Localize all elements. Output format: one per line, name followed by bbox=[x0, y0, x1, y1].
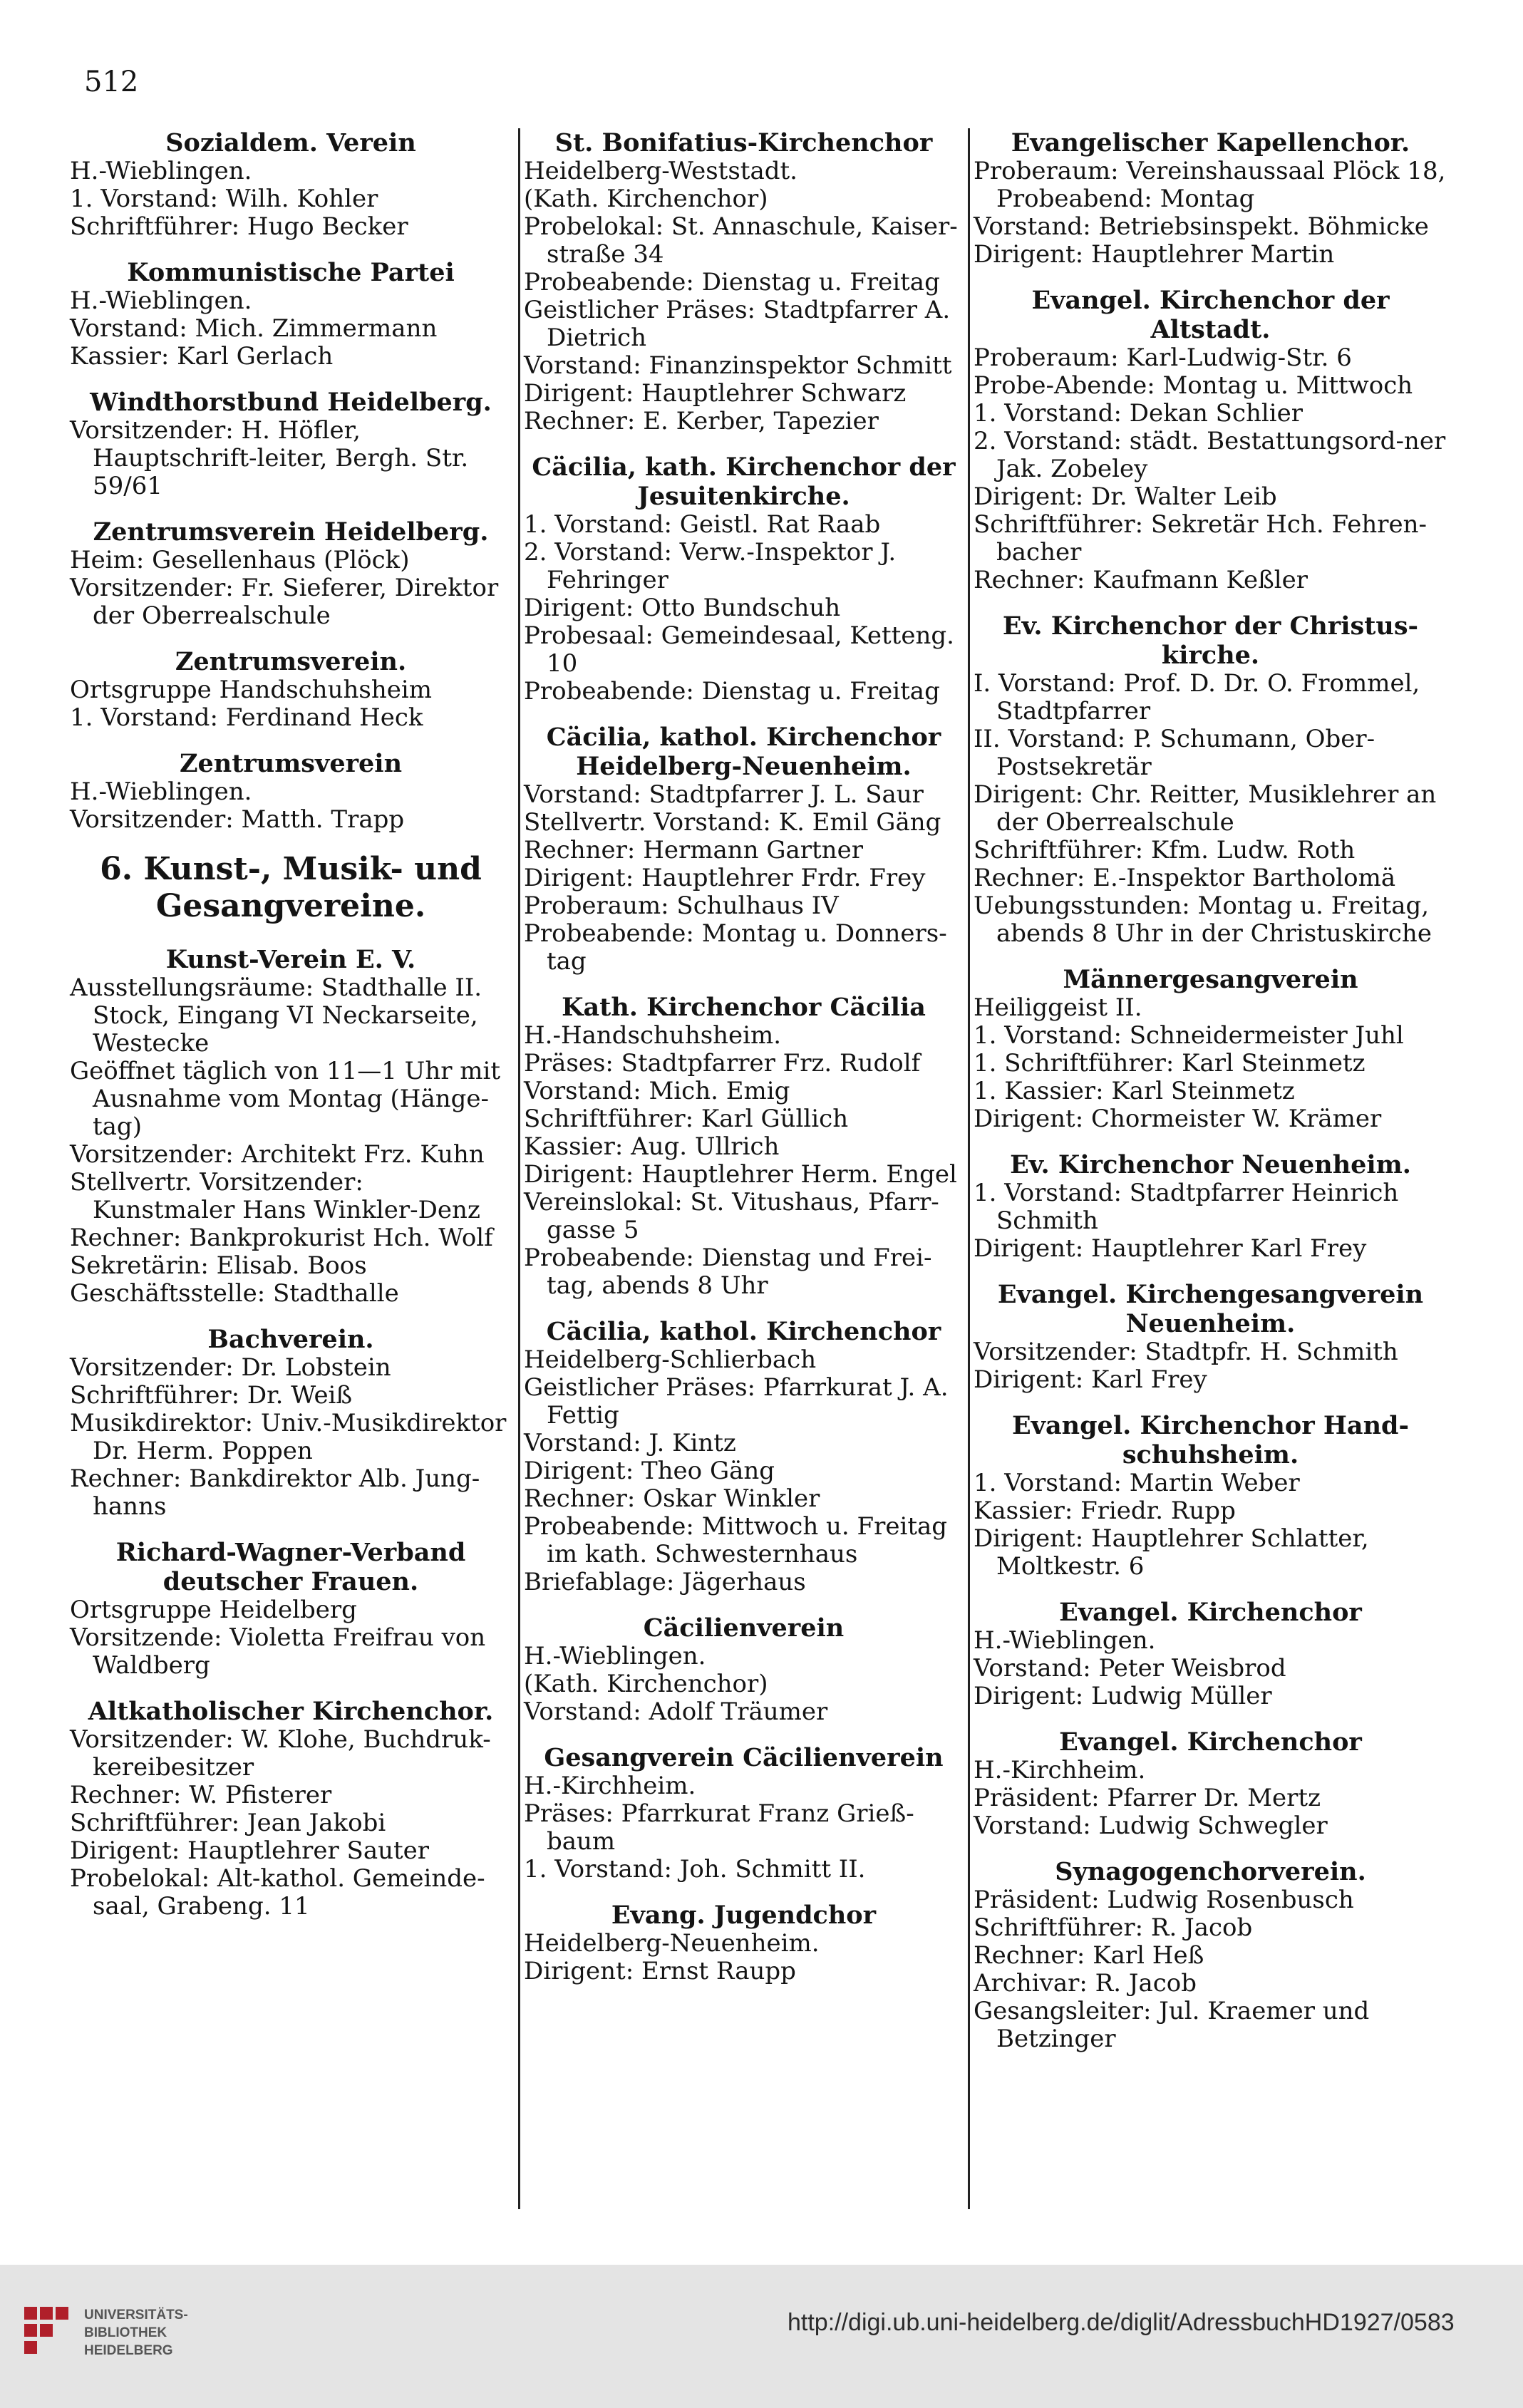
entry-line: Dirigent: Dr. Walter Leib bbox=[974, 482, 1277, 511]
entry-line: H.-Wieblingen. bbox=[70, 286, 252, 315]
entry-line: Dirigent: Hauptlehrer Sauter bbox=[70, 1836, 430, 1865]
entry-line: (Kath. Kirchenchor) bbox=[524, 185, 768, 213]
entry-line: Dirigent: Hauptlehrer Karl Frey bbox=[974, 1234, 1367, 1263]
entry-line: 2. Vorstand: städt. Bestattungsord-ner Jak. Zobeley bbox=[974, 427, 1446, 483]
entry-line: Schriftführer: Hugo Becker bbox=[70, 212, 408, 241]
entry-line: Kassier: Karl Gerlach bbox=[70, 342, 334, 371]
entry-line: H.-Wieblingen. bbox=[70, 157, 252, 185]
entry-line: Dirigent: Hauptlehrer Schlatter, Moltkestr. 6 bbox=[974, 1524, 1369, 1581]
col1-entries bbox=[70, 128, 512, 834]
entry-line: Vorstand: Mich. Emig bbox=[524, 1077, 790, 1105]
directory-entry bbox=[524, 453, 964, 706]
entry-line: Dirigent: Hauptlehrer Martin bbox=[974, 240, 1335, 269]
entry-line: Rechner: Karl Heß bbox=[974, 1941, 1204, 1970]
entry-line: Stellvertr. Vorsitzender: Kunstmaler Hans Winkler-Denz bbox=[70, 1168, 480, 1224]
entry-line: Heidelberg-Neuenheim. bbox=[524, 1929, 820, 1958]
directory-entry bbox=[70, 749, 512, 834]
entry-line: Rechner: Kaufmann Keßler bbox=[974, 566, 1308, 594]
entry-line: Probeabende: Dienstag u. Freitag bbox=[524, 268, 940, 296]
entry-line: Geistlicher Präses: Stadtpfarrer A. Dietrich bbox=[524, 296, 951, 352]
directory-entry bbox=[974, 286, 1447, 594]
entry-line: Vorstand: Peter Weisbrod bbox=[974, 1654, 1286, 1683]
entry-title: Altkatholischer Kirchenchor. bbox=[88, 1697, 494, 1726]
entry-title: Evangel. Kirchenchor bbox=[1059, 1727, 1362, 1757]
logo-line: BIBLIOTHEK bbox=[84, 2325, 167, 2340]
entry-line: Sekretärin: Elisab. Boos bbox=[70, 1251, 367, 1280]
directory-entry bbox=[524, 1901, 964, 1985]
entry-line: Ausstellungsräume: Stadthalle II. Stock, Eingang VI Neckarseite, Westecke bbox=[70, 973, 482, 1058]
entry-line: H.-Wieblingen. bbox=[974, 1626, 1156, 1655]
entry-line: 1. Vorstand: Ferdinand Heck bbox=[70, 703, 423, 732]
entry-title: Cäcilia, kath. Kirchenchor der Jesuitenkirche. bbox=[532, 453, 956, 511]
entry-line: 2. Vorstand: Verw.-Inspektor J. Fehringer bbox=[524, 538, 897, 594]
source-url-link[interactable]: http://digi.ub.uni-heidelberg.de/diglit/AdressbuchHD1927/0583 bbox=[788, 2309, 1455, 2336]
entry-line: Schriftführer: Dr. Weiß bbox=[70, 1381, 353, 1410]
entry-line: Vorstand: Finanzinspektor Schmitt bbox=[524, 351, 952, 380]
entry-line: Dirigent: Otto Bundschuh bbox=[524, 594, 841, 622]
entry-line: Dirigent: Chr. Reitter, Musiklehrer an der Oberrealschule bbox=[974, 780, 1437, 837]
column-rule-2 bbox=[968, 128, 970, 2209]
entry-line: 1. Vorstand: Wilh. Kohler bbox=[70, 185, 378, 213]
directory-entry bbox=[974, 128, 1447, 269]
entry-line: 1. Vorstand: Dekan Schlier bbox=[974, 399, 1303, 428]
directory-entry bbox=[70, 258, 512, 371]
entry-title: Gesangverein Cäcilienverein bbox=[544, 1743, 944, 1772]
entry-line: Schriftführer: Jean Jakobi bbox=[70, 1809, 386, 1837]
directory-entry bbox=[524, 1613, 964, 1726]
entry-line: Vorstand: Adolf Träumer bbox=[524, 1698, 828, 1726]
entry-line: Vorstand: J. Kintz bbox=[524, 1429, 736, 1457]
entry-line: Heidelberg-Weststadt. bbox=[524, 157, 797, 185]
entry-line: 1. Vorstand: Geistl. Rat Raab bbox=[524, 510, 881, 539]
entry-line: 1. Kassier: Karl Steinmetz bbox=[974, 1077, 1295, 1105]
directory-entry bbox=[974, 1857, 1447, 2053]
directory-entry bbox=[70, 128, 512, 241]
directory-entry bbox=[974, 1411, 1447, 1581]
entry-line: Briefablage: Jägerhaus bbox=[524, 1568, 806, 1596]
entry-line: Dirigent: Hauptlehrer Schwarz bbox=[524, 379, 907, 408]
directory-entry bbox=[974, 1280, 1447, 1394]
entry-line: Vorsitzender: W. Klohe, Buchdruk-kereibesitzer bbox=[70, 1725, 491, 1782]
page-number: 512 bbox=[84, 66, 139, 98]
directory-entry bbox=[70, 1697, 512, 1921]
directory-entry bbox=[524, 723, 964, 976]
entry-line: Probeabende: Dienstag u. Freitag bbox=[524, 677, 940, 706]
column-2 bbox=[524, 128, 964, 2003]
directory-entry bbox=[974, 965, 1447, 1133]
entry-title: Kath. Kirchenchor Cäcilia bbox=[562, 993, 926, 1022]
entry-line: Probe-Abende: Montag u. Mittwoch bbox=[974, 371, 1413, 400]
directory-entry bbox=[70, 1325, 512, 1521]
entry-line: Geistlicher Präses: Pfarrkurat J. A. Fettig bbox=[524, 1373, 949, 1430]
entry-title: Cäcilia, kathol. Kirchenchor Heidelberg-Neuenheim. bbox=[546, 723, 941, 781]
entry-title: Zentrumsverein. bbox=[175, 647, 407, 676]
entry-line: Musikdirektor: Univ.-Musikdirektor Dr. Herm. Poppen bbox=[70, 1409, 507, 1465]
entry-line: Ortsgruppe Handschuhsheim bbox=[70, 676, 432, 704]
entry-title: Ev. Kirchenchor Neuenheim. bbox=[1010, 1150, 1411, 1179]
entry-line: Vorsitzender: Fr. Sieferer, Direktor der Oberrealschule bbox=[70, 574, 499, 630]
entry-title: Richard-Wagner-Verband deutscher Frauen. bbox=[115, 1538, 466, 1596]
entry-line: Schriftführer: Sekretär Hch. Fehren-bacher bbox=[974, 510, 1427, 567]
entry-line: Heidelberg-Schlierbach bbox=[524, 1345, 817, 1374]
entry-title: Evang. Jugendchor bbox=[611, 1901, 877, 1930]
entry-line: Rechner: Bankdirektor Alb. Jung-hanns bbox=[70, 1464, 480, 1521]
entry-line: Dirigent: Ludwig Müller bbox=[974, 1682, 1272, 1710]
col3-entries bbox=[974, 128, 1447, 2053]
entry-line: Vorsitzender: Matth. Trapp bbox=[70, 805, 405, 834]
entry-line: Gesangsleiter: Jul. Kraemer und Betzinger bbox=[974, 1997, 1370, 2053]
entry-line: Rechner: Hermann Gartner bbox=[524, 836, 863, 864]
entry-title: Kunst-Verein E. V. bbox=[165, 945, 416, 974]
entry-title: Evangel. Kirchenchor bbox=[1059, 1598, 1362, 1627]
entry-title: Zentrumsverein bbox=[179, 749, 403, 778]
entry-line: Rechner: W. Pfisterer bbox=[70, 1781, 332, 1809]
column-rule-1 bbox=[518, 128, 520, 2209]
entry-line: Vereinslokal: St. Vitushaus, Pfarr-gasse 5 bbox=[524, 1188, 939, 1244]
directory-entry bbox=[974, 1150, 1447, 1263]
entry-title: Evangelischer Kapellenchor. bbox=[1011, 128, 1410, 157]
entry-line: 1. Vorstand: Martin Weber bbox=[974, 1469, 1300, 1497]
directory-entry bbox=[70, 945, 512, 1308]
directory-entry bbox=[974, 611, 1447, 948]
entry-line: Rechner: E.-Inspektor Bartholomä bbox=[974, 864, 1396, 892]
entry-title: Männergesangverein bbox=[1063, 965, 1358, 994]
directory-entry bbox=[524, 993, 964, 1300]
entry-line: Rechner: E. Kerber, Tapezier bbox=[524, 407, 879, 435]
entry-line: Vorsitzender: Dr. Lobstein bbox=[70, 1353, 391, 1382]
entry-line: 1. Schriftführer: Karl Steinmetz bbox=[974, 1049, 1365, 1078]
entry-title: Bachverein. bbox=[207, 1325, 374, 1354]
entry-line: Dirigent: Theo Gäng bbox=[524, 1457, 775, 1485]
entry-line: H.-Kirchheim. bbox=[974, 1756, 1146, 1784]
footer-bar bbox=[0, 2265, 1523, 2408]
entry-line: Proberaum: Schulhaus IV bbox=[524, 892, 839, 920]
entry-title: Cäcilienverein bbox=[643, 1613, 845, 1643]
entry-line: Kassier: Friedr. Rupp bbox=[974, 1497, 1236, 1525]
entry-line: Vorsitzender: H. Höfler, Hauptschrift-leiter, Bergh. Str. 59/61 bbox=[70, 416, 469, 500]
entry-line: Probeabende: Dienstag und Frei-tag, abends 8 Uhr bbox=[524, 1244, 932, 1300]
entry-line: 1. Vorstand: Joh. Schmitt II. bbox=[524, 1855, 866, 1883]
entry-title: Synagogenchorverein. bbox=[1055, 1857, 1366, 1886]
entry-title: Ev. Kirchenchor der Christus-kirche. bbox=[1002, 611, 1419, 670]
entry-line: Rechner: Oskar Winkler bbox=[524, 1484, 820, 1513]
entry-line: Vorsitzende: Violetta Freifrau von Waldberg bbox=[70, 1623, 486, 1680]
entry-line: Präses: Stadtpfarrer Frz. Rudolf bbox=[524, 1049, 921, 1078]
entry-line: Präsident: Ludwig Rosenbusch bbox=[974, 1886, 1354, 1914]
directory-entry bbox=[70, 388, 512, 500]
entry-line: Probelokal: Alt-kathol. Gemeinde-saal, Grabeng. 11 bbox=[70, 1864, 485, 1921]
entry-line: Dirigent: Chormeister W. Krämer bbox=[974, 1105, 1382, 1133]
entry-line: Vorstand: Ludwig Schwegler bbox=[974, 1812, 1328, 1840]
directory-entry bbox=[524, 1743, 964, 1883]
entry-line: (Kath. Kirchenchor) bbox=[524, 1670, 768, 1698]
entry-title: St. Bonifatius-Kirchenchor bbox=[554, 128, 933, 157]
entry-line: Proberaum: Vereinshaussaal Plöck 18, Probeabend: Montag bbox=[974, 157, 1446, 213]
entry-line: H.-Handschuhsheim. bbox=[524, 1021, 782, 1050]
entry-title: Cäcilia, kathol. Kirchenchor bbox=[546, 1317, 941, 1346]
entry-line: Dirigent: Karl Frey bbox=[974, 1365, 1207, 1394]
column-1 bbox=[70, 128, 512, 1938]
library-logo-text bbox=[84, 2306, 188, 2360]
entry-title: Kommunistische Partei bbox=[127, 258, 455, 287]
directory-entry bbox=[524, 128, 964, 435]
directory-entry bbox=[524, 1317, 964, 1596]
entry-line: Probelokal: St. Annaschule, Kaiser-straße 34 bbox=[524, 212, 958, 269]
entry-line: Archivar: R. Jacob bbox=[974, 1969, 1197, 1998]
directory-entry bbox=[974, 1598, 1447, 1710]
entry-line: Probeabende: Montag u. Donners-tag bbox=[524, 919, 947, 976]
entry-line: 1. Vorstand: Stadtpfarrer Heinrich Schmith bbox=[974, 1179, 1399, 1235]
entry-title: Evangel. Kirchenchor der Altstadt. bbox=[1031, 286, 1390, 344]
entry-line: Vorsitzender: Architekt Frz. Kuhn bbox=[70, 1140, 485, 1169]
col1b-entries bbox=[70, 945, 512, 1921]
logo-line: UNIVERSITÄTS- bbox=[84, 2308, 188, 2322]
column-3 bbox=[974, 128, 1447, 2070]
entry-line: II. Vorstand: P. Schumann, Ober-Postsekretär bbox=[974, 725, 1375, 781]
entry-line: Schriftführer: R. Jacob bbox=[974, 1913, 1253, 1942]
entry-line: Vorsitzender: Stadtpfr. H. Schmith bbox=[974, 1338, 1398, 1366]
entry-line: Präses: Pfarrkurat Franz Grieß-baum bbox=[524, 1799, 914, 1856]
entry-line: Heim: Gesellenhaus (Plöck) bbox=[70, 546, 410, 574]
entry-line: Probesaal: Gemeindesaal, Ketteng. 10 bbox=[524, 621, 954, 678]
entry-line: Proberaum: Karl-Ludwig-Str. 6 bbox=[974, 343, 1352, 372]
entry-title: Zentrumsverein Heidelberg. bbox=[93, 517, 489, 547]
directory-entry bbox=[70, 517, 512, 630]
entry-line: H.-Wieblingen. bbox=[524, 1642, 706, 1670]
entry-line: Schriftführer: Kfm. Ludw. Roth bbox=[974, 836, 1356, 864]
entry-line: Dirigent: Hauptlehrer Frdr. Frey bbox=[524, 864, 926, 892]
entry-title: Sozialdem. Verein bbox=[165, 128, 416, 157]
entry-line: H.-Wieblingen. bbox=[70, 777, 252, 806]
entry-line: Schriftführer: Karl Güllich bbox=[524, 1105, 849, 1133]
section-heading: 6. Kunst-, Musik- und Gesangvereine. bbox=[100, 851, 482, 924]
entry-line: Heiliggeist II. bbox=[974, 993, 1142, 1022]
entry-line: Geschäftsstelle: Stadthalle bbox=[70, 1279, 399, 1308]
entry-line: Kassier: Aug. Ullrich bbox=[524, 1132, 780, 1161]
entry-line: H.-Kirchheim. bbox=[524, 1772, 696, 1800]
library-logo-icon bbox=[21, 2304, 71, 2357]
entry-title: Windthorstbund Heidelberg. bbox=[90, 388, 492, 417]
entry-line: Stellvertr. Vorstand: K. Emil Gäng bbox=[524, 808, 941, 837]
entry-line: Vorstand: Mich. Zimmermann bbox=[70, 314, 438, 343]
entry-line: I. Vorstand: Prof. D. Dr. O. Frommel, Stadtpfarrer bbox=[974, 669, 1420, 725]
entry-line: Rechner: Bankprokurist Hch. Wolf bbox=[70, 1224, 493, 1252]
directory-entry bbox=[974, 1727, 1447, 1840]
entry-title: Evangel. Kirchenchor Hand-schuhsheim. bbox=[1011, 1411, 1410, 1469]
entry-line: Dirigent: Hauptlehrer Herm. Engel bbox=[524, 1160, 957, 1189]
directory-entry bbox=[70, 1538, 512, 1680]
col2-entries bbox=[524, 128, 964, 1985]
entry-line: Vorstand: Betriebsinspekt. Böhmicke bbox=[974, 212, 1429, 241]
entry-line: Präsident: Pfarrer Dr. Mertz bbox=[974, 1784, 1321, 1812]
entry-line: Probeabende: Mittwoch u. Freitag im kath. Schwesternhaus bbox=[524, 1512, 948, 1569]
entry-line: Dirigent: Ernst Raupp bbox=[524, 1957, 796, 1985]
entry-line: 1. Vorstand: Schneidermeister Juhl bbox=[974, 1021, 1404, 1050]
entry-line: Vorstand: Stadtpfarrer J. L. Saur bbox=[524, 780, 924, 809]
entry-title: Evangel. Kirchengesangverein Neuenheim. bbox=[997, 1280, 1424, 1338]
entry-line: Uebungsstunden: Montag u. Freitag, abends 8 Uhr in der Christuskirche bbox=[974, 892, 1432, 948]
entry-line: Ortsgruppe Heidelberg bbox=[70, 1596, 357, 1624]
directory-entry bbox=[70, 647, 512, 732]
logo-line: HEIDELBERG bbox=[84, 2343, 173, 2358]
entry-line: Geöffnet täglich von 11—1 Uhr mit Ausnahme vom Montag (Hänge-tag) bbox=[70, 1057, 501, 1141]
